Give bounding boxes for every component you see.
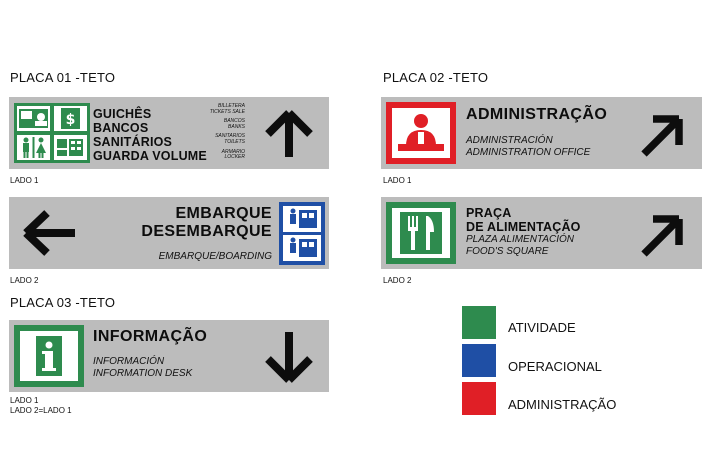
boarding-icon xyxy=(279,202,325,265)
legend-swatch xyxy=(462,382,496,415)
heading-line: DESEMBARQUE xyxy=(141,223,272,240)
administration-icon-panel xyxy=(386,102,456,164)
bank-icon xyxy=(54,106,87,131)
heading-line: GUARDA VOLUME xyxy=(93,149,207,163)
placa02-lado2-sign xyxy=(381,197,702,269)
service-icons-panel xyxy=(14,103,90,163)
arrow-up-right-icon xyxy=(639,113,685,159)
placa02-lado1-label: LADO 1 xyxy=(383,176,412,185)
placa03-title: PLACA 03 -TETO xyxy=(10,295,116,310)
subheading: INFORMACIÓN xyxy=(93,356,165,367)
translation-text: SANITARIOS xyxy=(215,133,245,140)
placa01-title: PLACA 01 -TETO xyxy=(10,70,116,85)
subheading: ADMINISTRACIÓN xyxy=(466,135,553,146)
subheading: EMBARQUE/BOARDING xyxy=(158,251,272,262)
administration-icon xyxy=(392,108,450,158)
placa02-lado2-label: LADO 2 xyxy=(383,276,412,285)
svg-text:$: $ xyxy=(65,112,76,128)
translation-text: TOILETS xyxy=(224,138,245,145)
subheading: FOOD'S SQUARE xyxy=(466,246,549,257)
placa01-lado2-lines xyxy=(89,205,272,263)
subheading: PLAZA ALIMENTACIÓN xyxy=(466,234,574,245)
placa02-lado2-text xyxy=(466,206,581,258)
placa01-lado1-sign xyxy=(9,97,329,169)
placa03-text xyxy=(93,328,207,380)
placa01-translations xyxy=(199,104,245,161)
translation-text: ARMARIO xyxy=(221,148,245,155)
placa02-lado1-text xyxy=(466,106,607,159)
ticket-sale-icon xyxy=(17,106,50,131)
placa01-lado1-label: LADO 1 xyxy=(10,176,39,185)
heading: ADMINISTRAÇÃO xyxy=(466,106,608,123)
information-icon-panel xyxy=(14,325,84,387)
placa01-lado2-label: LADO 2 xyxy=(10,276,39,285)
legend-label: OPERACIONAL xyxy=(508,359,602,374)
placa02-title: PLACA 02 -TETO xyxy=(383,70,489,85)
arrow-up-right-icon xyxy=(639,213,685,259)
subheading: ADMINISTRATION OFFICE xyxy=(466,147,591,158)
legend-swatch xyxy=(462,306,496,339)
translation-text: LOCKER xyxy=(224,154,245,161)
translation-text: TICKETS SALE xyxy=(209,108,245,115)
heading-line: BANCOS xyxy=(93,121,149,135)
legend-label: ATIVIDADE xyxy=(508,320,576,335)
toilets-icon xyxy=(17,135,50,160)
placa03-lado1-sign xyxy=(9,320,329,392)
fork-knife-icon xyxy=(392,208,450,258)
placa02-lado1-sign xyxy=(381,97,702,169)
translation-text: BANKS xyxy=(228,123,245,130)
arrow-left-icon xyxy=(21,209,77,257)
legend-swatch xyxy=(462,344,496,377)
translation-text: BANCOS xyxy=(223,118,245,125)
locker-icon xyxy=(54,135,87,160)
heading-line: PRAÇA xyxy=(466,206,512,220)
boarding-icon-panel xyxy=(279,202,325,265)
heading-line: EMBARQUE xyxy=(175,205,272,222)
placa01-lado1-lines xyxy=(93,107,207,163)
translation-text: BILLETERA xyxy=(218,103,245,109)
heading-line: SANITÁRIOS xyxy=(93,135,173,149)
heading: INFORMAÇÃO xyxy=(93,328,208,345)
placa03-lado2-label: LADO 2=LADO 1 xyxy=(10,406,72,415)
placa01-lado2-sign xyxy=(9,197,329,269)
arrow-down-icon xyxy=(263,330,315,384)
heading-line: GUICHÊS xyxy=(93,107,152,121)
information-icon xyxy=(20,331,78,381)
subheading: INFORMATION DESK xyxy=(93,368,193,379)
arrow-up-icon xyxy=(263,109,315,159)
heading-line: DE ALIMENTAÇÃO xyxy=(466,220,581,234)
food-icon-panel xyxy=(386,202,456,264)
placa03-lado1-label: LADO 1 xyxy=(10,396,39,405)
legend-label: ADMINISTRAÇÃO xyxy=(508,397,617,412)
